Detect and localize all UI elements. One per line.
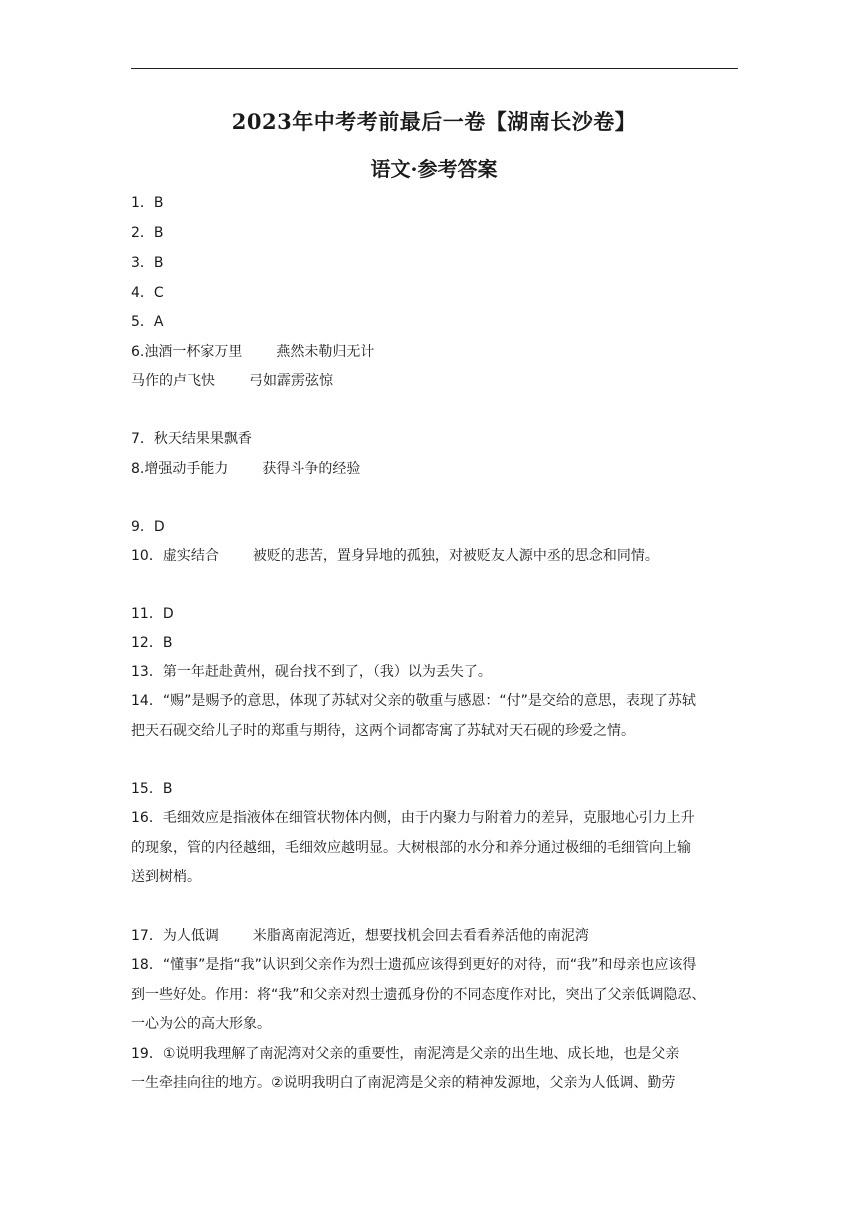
answer-12: 12．B [131, 635, 173, 651]
answer-6-line-1 [131, 342, 741, 362]
answer-17-part-1: 17．为人低调 [131, 928, 219, 944]
answer-6-line-2 [131, 371, 741, 391]
answer-10-part-1: 10．虚实结合 [131, 548, 219, 564]
answer-11: 11．D [131, 606, 174, 622]
answer-9: 9．D [131, 519, 165, 535]
answer-18-line-1: 18．“懂事”是指“我”认识到父亲作为烈士遗孤应该得到更好的对待，而“我”和母亲也应该得 [131, 957, 697, 973]
answer-17 [131, 926, 741, 946]
answer-6-part-2: 燕然未勒归无计 [276, 344, 375, 360]
answer-6-part-3: 马作的卢飞快 [131, 373, 215, 389]
header-rule [131, 68, 738, 69]
document-subtitle: 语文·参考答案 [370, 157, 498, 181]
answer-19-line-2: 一生牵挂向往的地方。②说明我明白了南泥湾是父亲的精神发源地，父亲为人低调、勤劳 [131, 1075, 676, 1091]
answer-7: 7．秋天结果果飘香 [131, 431, 252, 447]
answer-18-line-2: 到一些好处。作用：将“我”和父亲对烈士遗孤身份的不同态度作对比，突出了父亲低调隐忍、 [131, 987, 706, 1003]
answer-16-line-1: 16．毛细效应是指液体在细管状物体内侧，由于内聚力与附着力的差异，克服地心引力上升 [131, 810, 695, 826]
answer-18-line-3: 一心为公的高大形象。 [131, 1016, 271, 1032]
answer-16-line-3: 送到树梢。 [131, 869, 201, 885]
answer-1: 1．B [131, 195, 164, 211]
answer-10 [131, 546, 741, 566]
answer-8-part-2: 获得斗争的经验 [262, 461, 361, 477]
answer-17-part-2: 米脂离南泥湾近，想要找机会回去看看养活他的南泥湾 [252, 928, 589, 944]
answer-14-line-2: 把天石砚交给儿子时的郑重与期待，这两个词都寄寓了苏轼对天石砚的珍爱之情。 [131, 723, 635, 739]
answer-14-line-1: 14．“赐”是赐予的意思，体现了苏轼对父亲的敬重与感恩：“付”是交给的意思，表现了苏轼 [131, 693, 696, 709]
answer-2: 2．B [131, 225, 164, 241]
answer-15: 15．B [131, 781, 173, 797]
answer-13: 13．第一年赶赴黄州，砚台找不到了，（我）以为丢失了。 [131, 664, 492, 680]
answer-5: 5．A [131, 314, 164, 330]
answer-10-part-2: 被贬的悲苦，置身异地的孤独，对被贬友人源中丞的思念和同情。 [252, 548, 659, 564]
answer-6-part-4: 弓如霹雳弦惊 [249, 373, 333, 389]
document-title: 2023年中考考前最后一卷【湖南长沙卷】 [231, 109, 637, 134]
answer-6-part-1: 6.浊酒一杯家万里 [131, 344, 243, 360]
answer-4: 4．C [131, 285, 164, 301]
answer-16-line-2: 的现象，管的内径越细，毛细效应越明显。大树根部的水分和养分通过极细的毛细管向上输 [131, 840, 691, 856]
answer-19-line-1: 19．①说明我理解了南泥湾对父亲的重要性，南泥湾是父亲的出生地、成长地，也是父亲 [131, 1046, 680, 1062]
answer-3: 3．B [131, 255, 164, 271]
answer-8 [131, 459, 741, 479]
answer-8-part-1: 8.增强动手能力 [131, 461, 229, 477]
